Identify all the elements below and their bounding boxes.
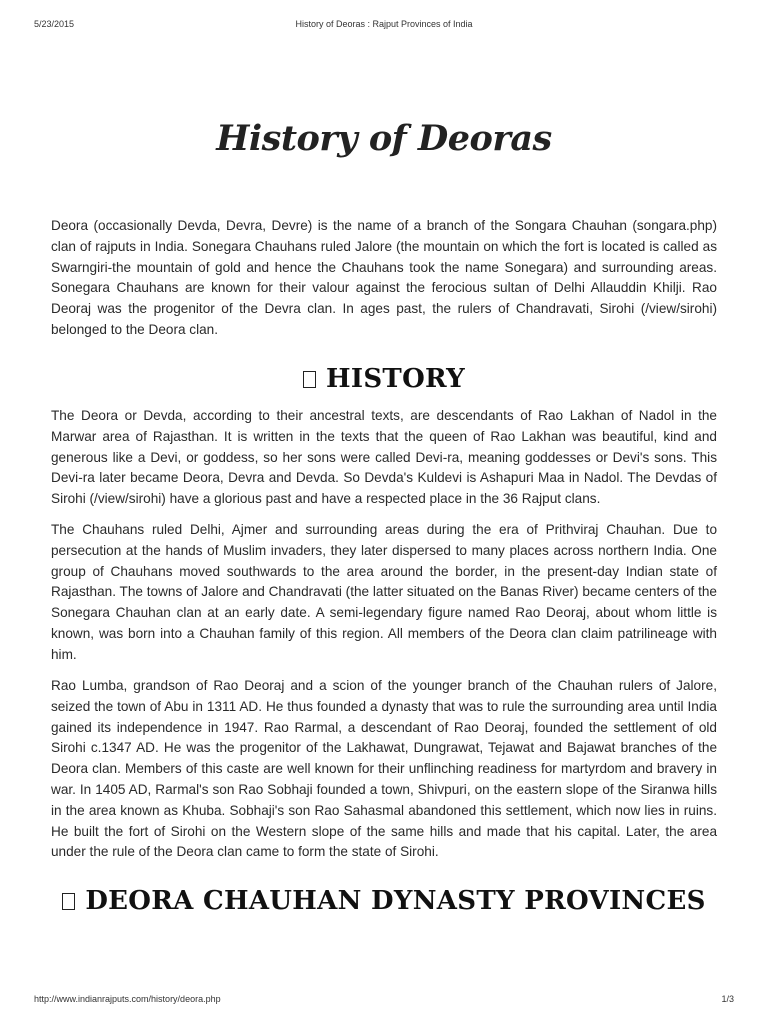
section-heading-dynasty-provinces	[0, 885, 768, 918]
missing-glyph-box-icon	[62, 893, 75, 910]
missing-glyph-box-icon	[303, 371, 316, 388]
page-title: History of Deoras	[216, 118, 552, 159]
section-heading-history	[0, 363, 768, 396]
print-document-title: History of Deoras : Rajput Provinces of India	[295, 19, 473, 29]
print-page-number: 1/3	[721, 994, 734, 1004]
print-date: 5/23/2015	[34, 19, 75, 29]
print-footer	[34, 994, 734, 1006]
history-paragraph: The Chauhans ruled Delhi, Ajmer and surrounding areas during the era of Prithviraj Chauhan. Due to persecution at the hands of Muslim invaders, they later dispersed to many places across northern India. One group of Chauhans moved southwards to the area around the border, in the present-day Indian state of Rajasthan. The towns of Jalore and Chandravati (the latter situated on the Banas River) became centers of the Sonegara Chauhan clan at an early date. A semi-legendary figure named Rao Deoraj, about whom little is known, was born into a Chauhan family of this region. All members of the Deora clan claim patrilineage with him.	[51, 522, 717, 662]
history-paragraph: The Deora or Devda, according to their ancestral texts, are descendants of Rao Lakhan of Nadol in the Marwar area of Rajasthan. It is written in the texts that the queen of Rao Lakhan was beautiful, kind and generous like a Devi, or goddess, so her sons were called Devi-ra, meaning goddesses or Devi's sons. This Devi-ra later became Deora, Devra and Devda. So Devda's Kuldevi is Ashapuri Maa in Nadol. The Devdas of Sirohi (/view/sirohi) have a glorious past and have a respected place in the 36 Rajput clans.	[51, 408, 717, 507]
print-url: http://www.indianrajputs.com/history/deora.php	[34, 994, 221, 1004]
section-heading-text: HISTORY	[326, 364, 465, 394]
history-paragraph: Rao Lumba, grandson of Rao Deoraj and a scion of the younger branch of the Chauhan rulers of Jalore, seized the town of Abu in 1311 AD. He thus founded a dynasty that was to rule the surrounding area until India gained its independence in 1947. Rao Rarmal, a descendant of Rao Deoraj, founded the settlement of old Sirohi c.1347 AD. He was the progenitor of the Lakhawat, Dungrawat, Tejawat and Bajawat branches of the Deora clan. Members of this caste are well known for their unflinching readiness for martyrdom and bravery in war. In 1405 AD, Rarmal's son Rao Sobhaji founded a town, Shivpuri, on the eastern slope of the Siranwa hills in the area known as Khuba. Sobhaji's son Rao Sahasmal abandoned this settlement, which now lies in ruins. He built the fort of Sirohi on the Western slope of the same hills and made that his capital. Later, the area under the rule of the Deora clan came to form the state of Sirohi.	[51, 678, 717, 860]
section-heading-text: DEORA CHAUHAN DYNASTY PROVINCES	[85, 886, 706, 916]
intro-paragraph: Deora (occasionally Devda, Devra, Devre) is the name of a branch of the Songara Chauhan (songara.php) clan of rajputs in India. Sonegara Chauhans ruled Jalore (the mountain on which the fort is located is called as Swarngiri-the mountain of gold and hence the Chauhans took the name Sonegara) and surrounding areas. Sonegara Chauhans are known for their valour against the ferocious sultan of Delhi Allauddin Khilji. Rao Deoraj was the progenitor of the Devra clan. In ages past, the rulers of Chandravati, Sirohi (/view/sirohi) belonged to the Deora clan.	[51, 218, 717, 337]
print-header	[34, 19, 734, 31]
